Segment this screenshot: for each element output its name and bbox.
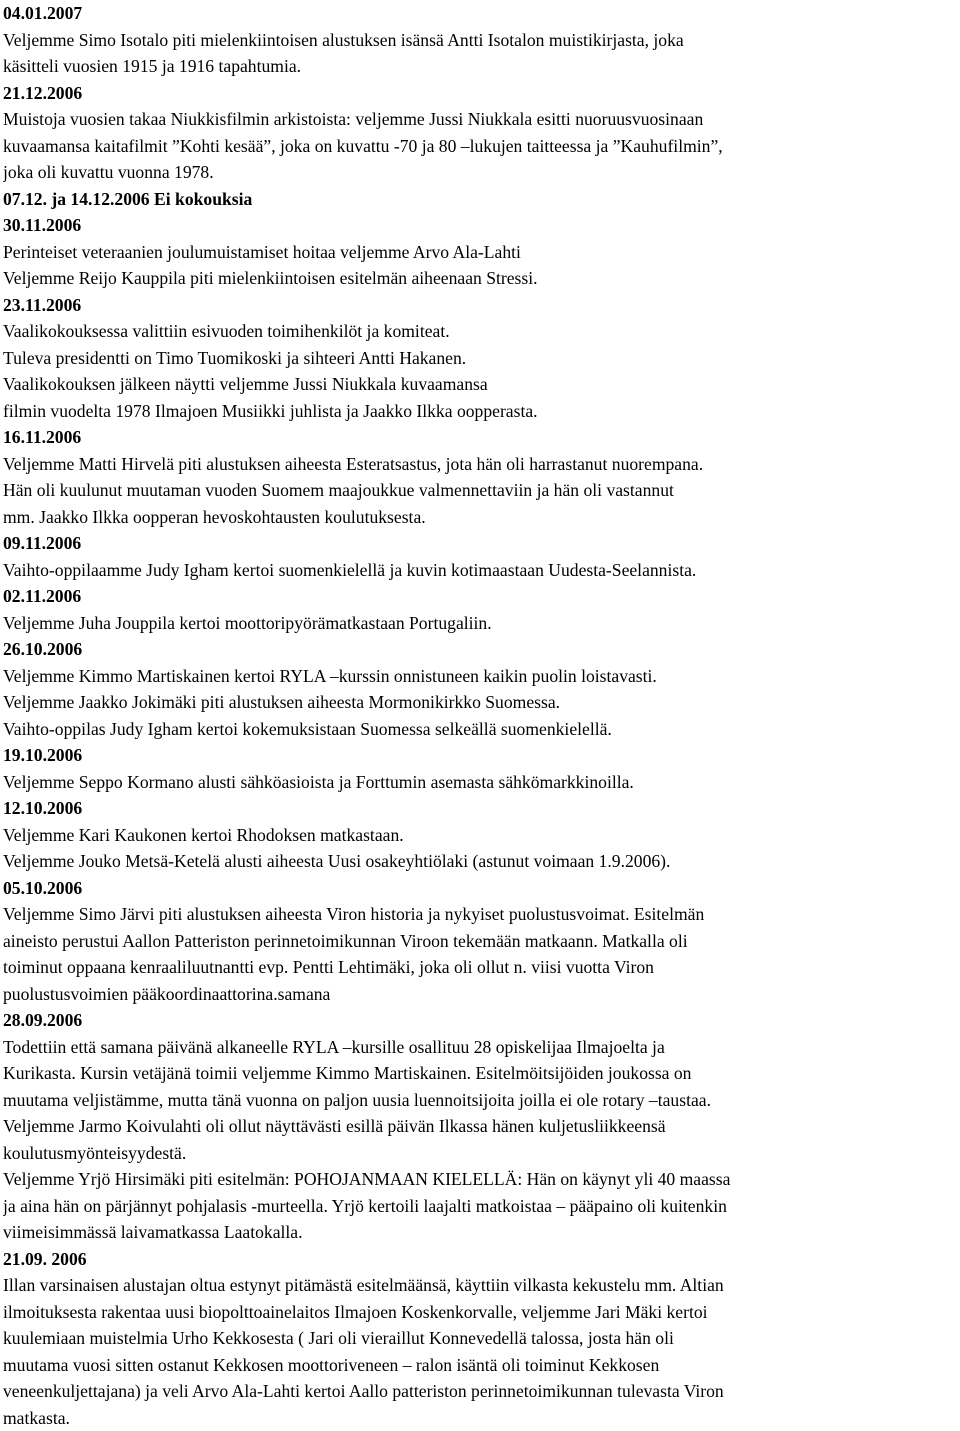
entry-text-line: veneenkuljettajana) ja veli Arvo Ala-Lahti kertoi Aallo patteriston perinnetoimikunnan tulevasta Viron bbox=[3, 1378, 960, 1405]
minutes-entry bbox=[3, 875, 960, 1008]
entry-text-line: Veljemme Simo Järvi piti alustuksen aiheesta Viron historia ja nykyiset puolustusvoimat. Esitelmän bbox=[3, 901, 960, 928]
entry-text-line: Perinteiset veteraanien joulumuistamiset hoitaa veljemme Arvo Ala-Lahti bbox=[3, 239, 960, 266]
entry-date-heading: 05.10.2006 bbox=[3, 875, 960, 902]
entry-date-heading: 28.09.2006 bbox=[3, 1007, 960, 1034]
entry-text-line: Veljemme Jaakko Jokimäki piti alustuksen aiheesta Mormonikirkko Suomessa. bbox=[3, 689, 960, 716]
entry-text-line: koulutusmyönteisyydestä. bbox=[3, 1140, 960, 1167]
entry-text-line: Veljemme Kari Kaukonen kertoi Rhodoksen matkastaan. bbox=[3, 822, 960, 849]
entry-text-line: matkasta. bbox=[3, 1405, 960, 1431]
entry-text-line: muutama veljistämme, mutta tänä vuonna on paljon uusia luennoitsijoita joilla ei ole rotary –taustaa. bbox=[3, 1087, 960, 1114]
entry-text-line: Veljemme Simo Isotalo piti mielenkiintoisen alustuksen isänsä Antti Isotalon muistikirjasta, joka bbox=[3, 27, 960, 54]
entry-date-heading: 09.11.2006 bbox=[3, 530, 960, 557]
entry-text-line: Veljemme Reijo Kauppila piti mielenkiintoisen esitelmän aiheenaan Stressi. bbox=[3, 265, 960, 292]
entry-date-heading: 30.11.2006 bbox=[3, 212, 960, 239]
entry-text-line: muutama vuosi sitten ostanut Kekkosen moottoriveneen – ralon isäntä oli toiminut Kekkosen bbox=[3, 1352, 960, 1379]
entry-text-line: Veljemme Seppo Kormano alusti sähköasioista ja Forttumin asemasta sähkömarkkinoilla. bbox=[3, 769, 960, 796]
entry-date-heading: 12.10.2006 bbox=[3, 795, 960, 822]
entry-text-line: Vaalikokouksen jälkeen näytti veljemme Jussi Niukkala kuvaamansa bbox=[3, 371, 960, 398]
entry-text-line: Vaihto-oppilaamme Judy Igham kertoi suomenkielellä ja kuvin kotimaastaan Uudesta-Seelannista. bbox=[3, 557, 960, 584]
entry-text-line: mm. Jaakko Ilkka oopperan hevoskohtausten koulutuksesta. bbox=[3, 504, 960, 531]
minutes-entry bbox=[3, 0, 960, 80]
entry-date-heading: 16.11.2006 bbox=[3, 424, 960, 451]
entry-text-line: filmin vuodelta 1978 Ilmajoen Musiikki juhlista ja Jaakko Ilkka oopperasta. bbox=[3, 398, 960, 425]
minutes-entry bbox=[3, 212, 960, 292]
entry-date-heading: 02.11.2006 bbox=[3, 583, 960, 610]
entry-date-heading: 19.10.2006 bbox=[3, 742, 960, 769]
entry-date-heading: 04.01.2007 bbox=[3, 0, 960, 27]
entry-text-line: Muistoja vuosien takaa Niukkisfilmin arkistoista: veljemme Jussi Niukkala esitti nuoruusvuosinaan bbox=[3, 106, 960, 133]
minutes-entry bbox=[3, 424, 960, 530]
minutes-entry bbox=[3, 583, 960, 636]
minutes-entry bbox=[3, 1246, 960, 1431]
entry-text-line: Tuleva presidentti on Timo Tuomikoski ja sihteeri Antti Hakanen. bbox=[3, 345, 960, 372]
entry-date-heading: 23.11.2006 bbox=[3, 292, 960, 319]
entry-date-heading: 21.09. 2006 bbox=[3, 1246, 960, 1273]
entry-text-line: Veljemme Yrjö Hirsimäki piti esitelmän: POHOJANMAAN KIELELLÄ: Hän on käynyt yli 40 maassa bbox=[3, 1166, 960, 1193]
entry-text-line: kuulemiaan muistelmia Urho Kekkosesta ( Jari oli vieraillut Konnevedellä talossa, josta hän oli bbox=[3, 1325, 960, 1352]
entry-text-line: Vaalikokouksessa valittiin esivuoden toimihenkilöt ja komiteat. bbox=[3, 318, 960, 345]
entry-text-line: toiminut oppaana kenraaliluutnantti evp. Pentti Lehtimäki, joka oli ollut n. viisi vuotta Viron bbox=[3, 954, 960, 981]
minutes-entry bbox=[3, 186, 960, 213]
entry-text-line: Veljemme Juha Jouppila kertoi moottoripyörämatkastaan Portugaliin. bbox=[3, 610, 960, 637]
entry-text-line: Vaihto-oppilas Judy Igham kertoi kokemuksistaan Suomessa selkeällä suomenkielellä. bbox=[3, 716, 960, 743]
entry-date-heading: 21.12.2006 bbox=[3, 80, 960, 107]
entry-text-line: ilmoituksesta rakentaa uusi biopolttoainelaitos Ilmajoen Koskenkorvalle, veljemme Jari Mäki kertoi bbox=[3, 1299, 960, 1326]
minutes-entry bbox=[3, 292, 960, 425]
entry-text-line: ja aina hän on pärjännyt pohjalasis -murteella. Yrjö kertoili laajalti matkoistaa – pääpaino oli kuitenkin bbox=[3, 1193, 960, 1220]
entry-text-line: Veljemme Jarmo Koivulahti oli ollut näyttävästi esillä päivän Ilkassa hänen kuljetusliikkeensä bbox=[3, 1113, 960, 1140]
entry-text-line: Illan varsinaisen alustajan oltua estynyt pitämästä esitelmäänsä, käyttiin vilkasta kekustelu mm. Altian bbox=[3, 1272, 960, 1299]
minutes-entry bbox=[3, 742, 960, 795]
minutes-entry bbox=[3, 530, 960, 583]
entry-text-line: Veljemme Matti Hirvelä piti alustuksen aiheesta Esteratsastus, jota hän oli harrastanut nuorempana. bbox=[3, 451, 960, 478]
minutes-entry bbox=[3, 1007, 960, 1246]
minutes-entry bbox=[3, 636, 960, 742]
minutes-entry bbox=[3, 795, 960, 875]
entry-text-line: aineisto perustui Aallon Patteriston perinnetoimikunnan Viroon tekemään matkaann. Matkalla oli bbox=[3, 928, 960, 955]
entry-text-line: Kurikasta. Kursin vetäjänä toimii veljemme Kimmo Martiskainen. Esitelmöitsijöiden joukossa on bbox=[3, 1060, 960, 1087]
entry-text-line: puolustusvoimien pääkoordinaattorina.samana bbox=[3, 981, 960, 1008]
entry-text-line: kuvaamansa kaitafilmit ”Kohti kesää”, joka on kuvattu -70 ja 80 –lukujen taitteessa ja ”Kauhufilmin”, bbox=[3, 133, 960, 160]
entry-text-line: Veljemme Kimmo Martiskainen kertoi RYLA –kurssin onnistuneen kaikin puolin loistavasti. bbox=[3, 663, 960, 690]
entry-text-line: Hän oli kuulunut muutaman vuoden Suomem maajoukkue valmennettaviin ja hän oli vastannut bbox=[3, 477, 960, 504]
entry-text-line: Veljemme Jouko Metsä-Ketelä alusti aiheesta Uusi osakeyhtiölaki (astunut voimaan 1.9.2006). bbox=[3, 848, 960, 875]
entry-text-line: Todettiin että samana päivänä alkaneelle RYLA –kursille osallituu 28 opiskelijaa Ilmajoelta ja bbox=[3, 1034, 960, 1061]
entry-date-heading: 07.12. ja 14.12.2006 Ei kokouksia bbox=[3, 186, 960, 213]
entry-text-line: käsitteli vuosien 1915 ja 1916 tapahtumia. bbox=[3, 53, 960, 80]
entry-text-line: viimeisimmässä laivamatkassa Laatokalla. bbox=[3, 1219, 960, 1246]
entry-text-line: joka oli kuvattu vuonna 1978. bbox=[3, 159, 960, 186]
entry-date-heading: 26.10.2006 bbox=[3, 636, 960, 663]
minutes-entry bbox=[3, 80, 960, 186]
